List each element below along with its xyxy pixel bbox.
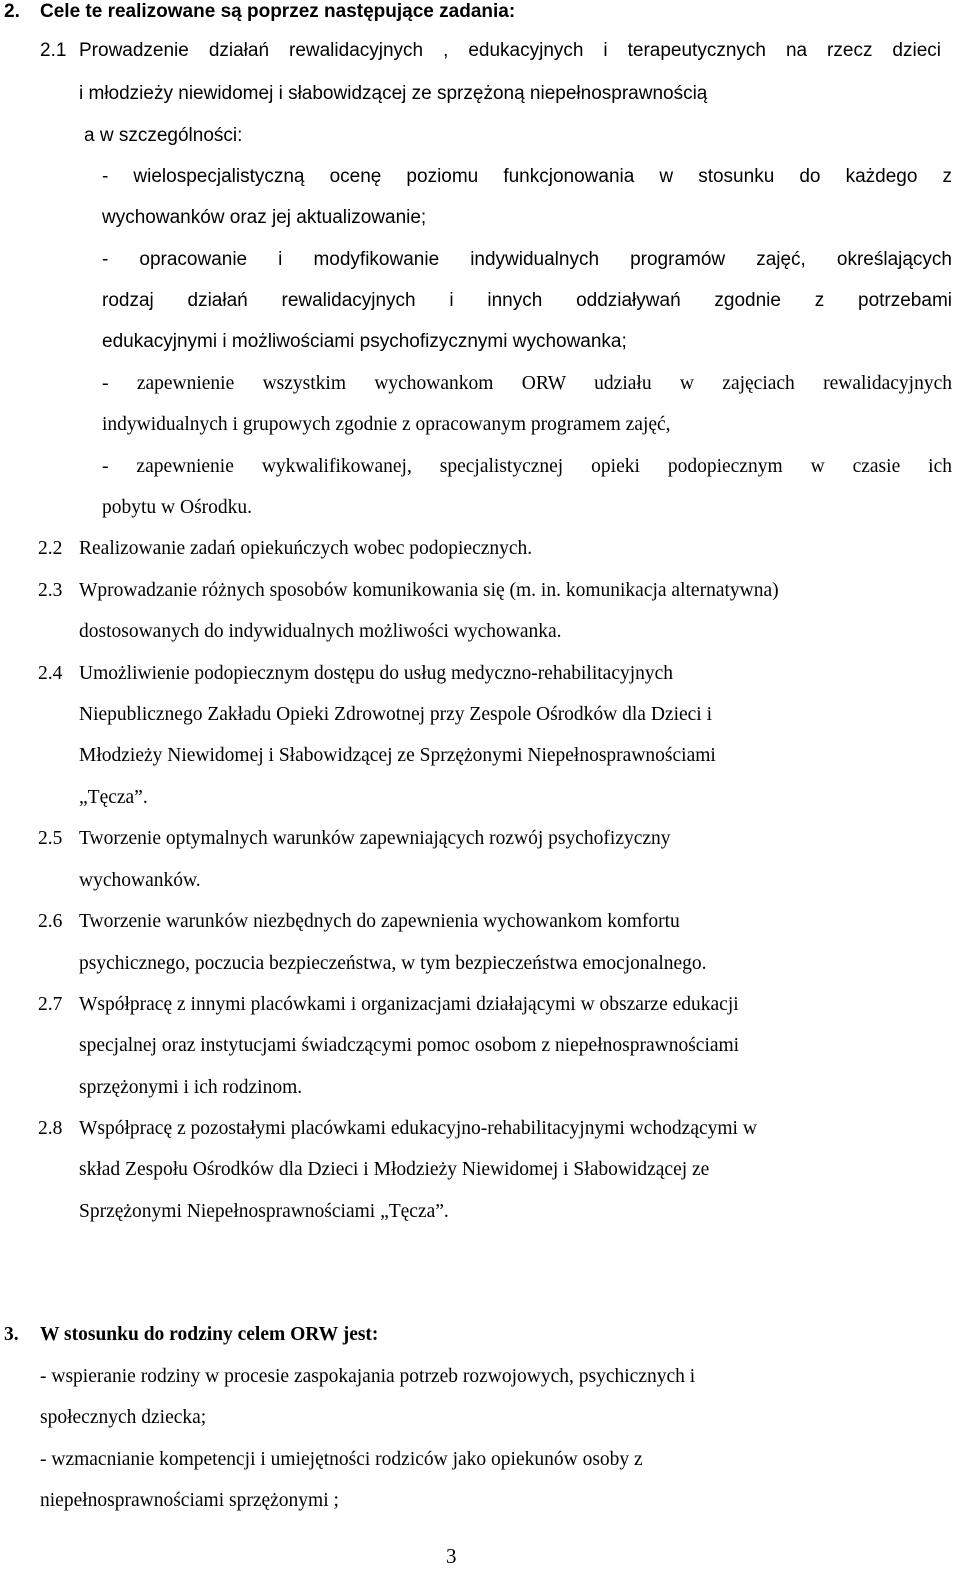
section-3-line-1: - wspieranie rodziny w procesie zaspokajania potrzeb rozwojowych, psychicznych i xyxy=(40,1366,696,1387)
item-2-1-number: 2.1 xyxy=(40,40,67,61)
item-2-1-line-2: i młodzieży niewidomej i słabowidzącej ze sprzężoną niepełnosprawnością xyxy=(79,83,708,104)
section-3-line-3: - wzmacnianie kompetencji i umiejętności rodziców jako opiekunów osoby z xyxy=(40,1449,643,1470)
bullet-line-1: - opracowanie i modyfikowanie indywidualnych programów zajęć, określających xyxy=(102,249,952,270)
item-2-1-line-4: - wielospecjalistyczną ocenę poziomu funkcjonowania w stosunku do każdego z xyxy=(102,166,952,187)
page-number: 3 xyxy=(446,1544,457,1568)
item-2-8-line-2: skład Zespołu Ośrodków dla Dzieci i Młodzieży Niewidomej i Słabowidzącej ze xyxy=(79,1159,710,1180)
bullet-line-4: - zapewnienie wszystkim wychowankom ORW udziału w zajęciach rewalidacyjnych xyxy=(102,373,952,394)
item-2-4-line-4: „Tęcza”. xyxy=(79,787,148,808)
item-2-8-line-3: Sprzężonymi Niepełnosprawnościami „Tęcza”. xyxy=(79,1201,449,1222)
item-2-1-line-5: wychowanków oraz jej aktualizowanie; xyxy=(102,207,427,228)
item-2-3-number: 2.3 xyxy=(38,580,63,601)
section-2-number: 2. xyxy=(4,1,20,22)
section-2-heading: Cele te realizowane są poprzez następujące zadania: xyxy=(40,1,516,22)
bullet-line-5: indywidualnych i grupowych zgodnie z opracowanym programem zajęć, xyxy=(102,414,671,435)
item-2-6-number: 2.6 xyxy=(38,911,63,932)
item-2-2-line-1: Realizowanie zadań opiekuńczych wobec podopiecznych. xyxy=(79,538,533,559)
item-2-5-line-1: Tworzenie optymalnych warunków zapewniających rozwój psychofizyczny xyxy=(79,828,671,849)
item-2-7-line-2: specjalnej oraz instytucjami świadczącymi pomoc osobom z niepełnosprawnościami xyxy=(79,1035,740,1056)
item-2-1-line-1: Prowadzenie działań rewalidacyjnych , edukacyjnych i terapeutycznych na rzecz dzieci xyxy=(79,40,941,61)
item-2-3-line-1: Wprowadzanie różnych sposobów komunikowania się (m. in. komunikacja alternatywna) xyxy=(79,580,779,601)
item-2-5-line-2: wychowanków. xyxy=(79,870,201,891)
item-2-8-number: 2.8 xyxy=(38,1118,63,1139)
item-2-5-number: 2.5 xyxy=(38,828,63,849)
item-2-6-line-1: Tworzenie warunków niezbędnych do zapewnienia wychowankom komfortu xyxy=(79,911,680,932)
item-2-4-line-3: Młodzieży Niewidomej i Słabowidzącej ze Sprzężonymi Niepełnosprawnościami xyxy=(79,745,716,766)
bullet-line-7: pobytu w Ośrodku. xyxy=(102,497,253,518)
item-2-8-line-1: Współpracę z pozostałymi placówkami edukacyjno-rehabilitacyjnymi wchodzącymi w xyxy=(79,1118,757,1139)
item-2-4-line-1: Umożliwienie podopiecznym dostępu do usług medyczno-rehabilitacyjnych xyxy=(79,663,674,684)
bullet-line-2: rodzaj działań rewalidacyjnych i innych oddziaływań zgodnie z potrzebami xyxy=(102,290,952,311)
bullet-line-6: - zapewnienie wykwalifikowanej, specjalistycznej opieki podopiecznym w czasie ich xyxy=(102,456,952,477)
section-3-line-4: niepełnosprawnościami sprzężonymi ; xyxy=(40,1490,339,1511)
item-2-7-number: 2.7 xyxy=(38,994,63,1015)
item-2-1-line-3: a w szczególności: xyxy=(84,125,243,146)
item-2-7-line-3: sprzężonymi i ich rodzinom. xyxy=(79,1077,303,1098)
section-3-heading: W stosunku do rodziny celem ORW jest: xyxy=(40,1324,379,1345)
item-2-4-line-2: Niepublicznego Zakładu Opieki Zdrowotnej przy Zespole Ośrodków dla Dzieci i xyxy=(79,704,713,725)
item-2-6-line-2: psychicznego, poczucia bezpieczeństwa, w tym bezpieczeństwa emocjonalnego. xyxy=(79,953,707,974)
section-3-line-2: społecznych dziecka; xyxy=(40,1407,207,1428)
item-2-3-line-2: dostosowanych do indywidualnych możliwości wychowanka. xyxy=(79,621,562,642)
item-2-2-number: 2.2 xyxy=(38,538,63,559)
bullet-line-3: edukacyjnymi i możliwościami psychofizycznymi wychowanka; xyxy=(102,331,627,352)
item-2-7-line-1: Współpracę z innymi placówkami i organizacjami działającymi w obszarze edukacji xyxy=(79,994,739,1015)
item-2-4-number: 2.4 xyxy=(38,663,63,684)
section-3-number: 3. xyxy=(4,1324,19,1345)
